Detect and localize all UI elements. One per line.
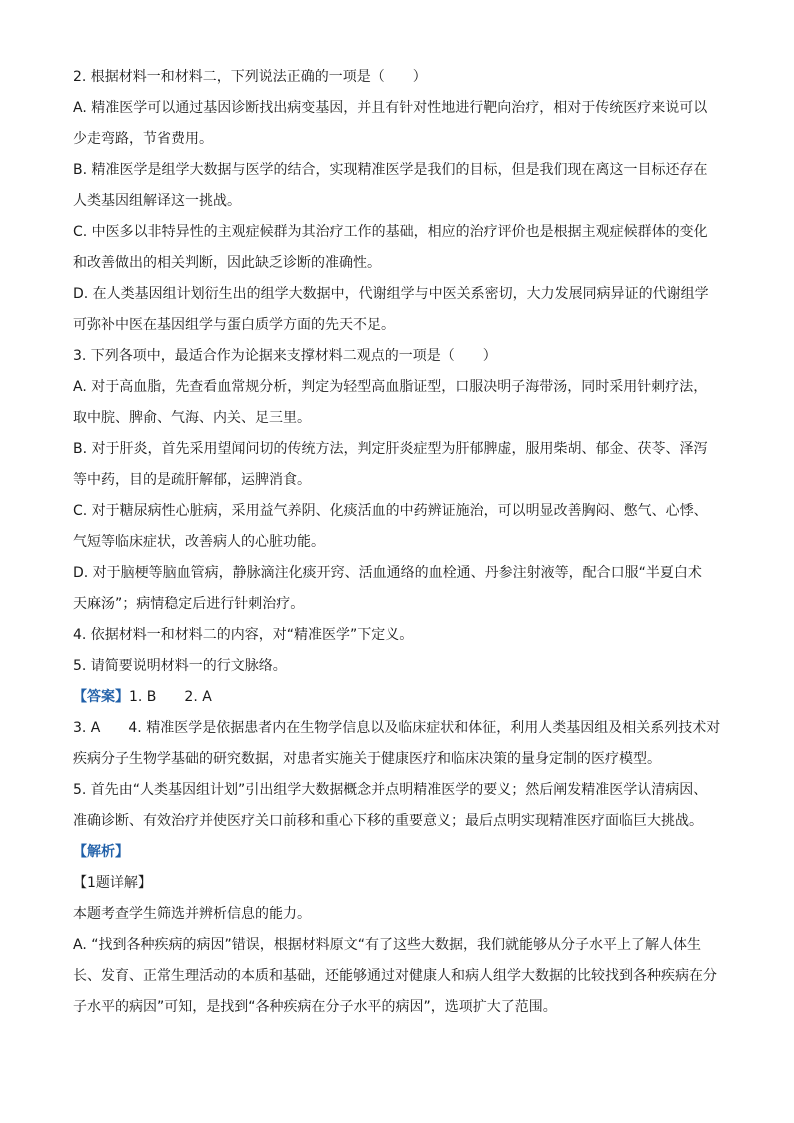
answer-row-1	[73, 682, 723, 713]
answer-3: 3. A	[73, 720, 101, 736]
analysis-sub-label: 【1题详解】	[73, 875, 152, 891]
q2-option-c-line1: C. 中医多以非特异性的主观症候群为其治疗工作的基础，相应的治疗评价也是根据主观症候群体的变化	[73, 224, 708, 240]
analysis-line-1: A. “找到各种疾病的病因”错误，根据材料原文“有了这些大数据，我们就能够从分子水平上了解人体生	[73, 937, 701, 953]
q2-option-b-line1: B. 精准医学是组学大数据与医学的结合，实现精准医学是我们的目标，但是我们现在离这一目标还存在	[73, 162, 708, 178]
analysis-intro: 本题考查学生筛选并辨析信息的能力。	[73, 906, 311, 922]
q2-option-b-line2: 人类基因组解译这一挑战。	[73, 193, 241, 209]
answer-4-line1: 4. 精准医学是依据患者内在生物学信息以及临床症状和体征，利用人类基因组及相关系列技术对	[128, 720, 721, 736]
analysis-label-row	[73, 837, 723, 868]
q2-option-a-line2: 少走弯路，节省费用。	[73, 131, 213, 147]
q3-option-a-line1: A. 对于高血脂，先查看血常规分析，判定为轻型高血脂证型，口服决明子海带汤，同时采用针刺疗法，	[73, 379, 708, 395]
document-content	[73, 62, 723, 1023]
q3-option-a-line2: 取中脘、脾俞、气海、内关、足三里。	[73, 410, 311, 426]
answer-5-line1: 5. 首先由“人类基因组计划”引出组学大数据概念并点明精准医学的要义；然后阐发精准医学认清病因、	[73, 782, 708, 798]
q2-option-d-line1: D. 在人类基因组计划衍生出的组学大数据中，代谢组学与中医关系密切，大力发展同病异证的代谢组学	[73, 286, 709, 302]
q2-option-d-line2: 可弥补中医在基因组学与蛋白质学方面的先天不足。	[73, 317, 395, 333]
question-2-stem: 2. 根据材料一和材料二，下列说法正确的一项是（ ）	[73, 69, 427, 85]
answer-row-2	[73, 713, 723, 744]
analysis-line-3: 子水平的病因”可知，是找到“各种疾病在分子水平的病因”，选项扩大了范围。	[73, 999, 557, 1015]
q2-option-c-line2: 和改善做出的相关判断，因此缺乏诊断的准确性。	[73, 255, 381, 271]
answer-1: 1. B	[129, 689, 157, 705]
question-4: 4. 依据材料一和材料二的内容，对“精准医学”下定义。	[73, 627, 414, 643]
answer-2: 2. A	[184, 689, 212, 705]
answer-4-line2: 疾病分子生物学基础的研究数据，对患者实施关于健康医疗和临床决策的量身定制的医疗模型。	[73, 751, 661, 767]
answer-5-line2: 准确诊断、有效治疗并使医疗关口前移和重心下移的重要意义；最后点明实现精准医疗面临巨大挑战。	[73, 813, 703, 829]
analysis-label: 【解析】	[73, 844, 129, 860]
q3-option-b-line2: 等中药，目的是疏肝解郁，运脾消食。	[73, 472, 311, 488]
q3-option-b-line1: B. 对于肝炎，首先采用望闻问切的传统方法，判定肝炎症型为肝郁脾虚，服用柴胡、郁金、茯苓、泽泻	[73, 441, 708, 457]
q3-option-c-line1: C. 对于糖尿病性心脏病，采用益气养阴、化痰活血的中药辨证施治，可以明显改善胸闷、憋气、心悸、	[73, 503, 708, 519]
q3-option-c-line2: 气短等临床症状，改善病人的心脏功能。	[73, 534, 325, 550]
q3-option-d-line2: 天麻汤”；病情稳定后进行针刺治疗。	[73, 596, 305, 612]
q2-option-a-line1: A. 精准医学可以通过基因诊断找出病变基因，并且有针对性地进行靶向治疗，相对于传统医疗来说可以	[73, 100, 708, 116]
question-3-stem: 3. 下列各项中，最适合作为论据来支撑材料二观点的一项是（ ）	[73, 348, 497, 364]
question-5: 5. 请简要说明材料一的行文脉络。	[73, 658, 287, 674]
answer-label: 【答案】	[73, 689, 129, 705]
q3-option-d-line1: D. 对于脑梗等脑血管病，静脉滴注化痰开窍、活血通络的血栓通、丹参注射液等，配合口服“半夏白术	[73, 565, 702, 581]
analysis-line-2: 长、发育、正常生理活动的本质和基础，还能够通过对健康人和病人组学大数据的比较找到各种疾病在分	[73, 968, 717, 984]
